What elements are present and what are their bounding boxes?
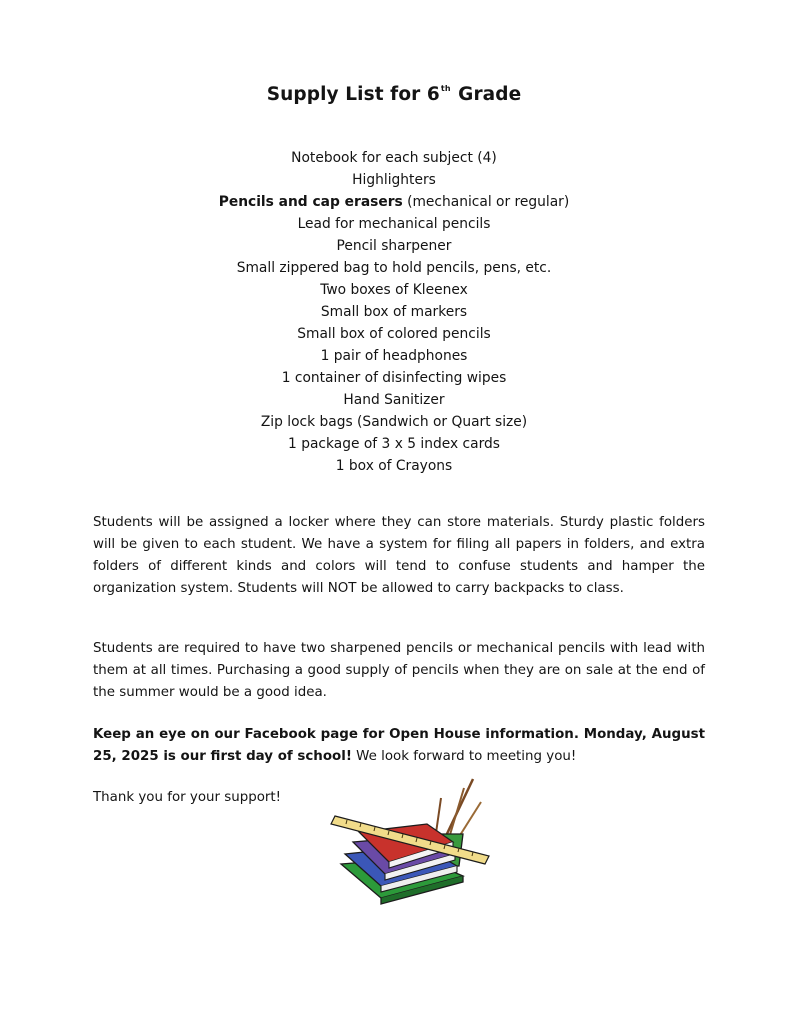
supply-item (0, 279, 788, 301)
paintbrush-short (449, 788, 464, 838)
locker-paragraph: Students will be assigned a locker where they can store materials. Sturdy plastic folders will be given to each student. We have a system for filing all papers in folders, and extra folders of different kinds and colors will tend to confuse students and hamper the organization system. Students will NOT be allowed to carry backpacks to class. (93, 515, 705, 596)
supply-item (0, 191, 788, 213)
supply-item-bold-text: Pencils and cap erasers (218, 194, 403, 210)
supply-item-text: (mechanical or regular) (402, 194, 570, 210)
title-suffix: Grade (451, 84, 522, 105)
open-house-paragraph (93, 724, 705, 768)
supply-item (0, 301, 788, 323)
paintbrush-long (445, 779, 473, 838)
supply-item-text: Lead for mechanical pencils (297, 216, 491, 232)
open-house-bold-text: Keep an eye on our Facebook page for Open House information. Monday, August 25, 2025 is our first day of school! (93, 727, 705, 764)
supply-item (0, 235, 788, 257)
supply-item-text: Zip lock bags (Sandwich or Quart size) (260, 414, 528, 430)
supply-item-text: Small box of markers (320, 304, 468, 320)
supply-item-text: 1 box of Crayons (335, 458, 453, 474)
supply-item-text: Pencil sharpener (336, 238, 452, 254)
closing-text: Thank you for your support! (93, 790, 282, 805)
supply-item (0, 345, 788, 367)
supply-item-text: Highlighters (352, 172, 436, 188)
open-house-rest-text: We look forward to meeting you! (351, 749, 577, 764)
supply-item-text: Two boxes of Kleenex (320, 282, 468, 298)
supply-list (0, 147, 788, 477)
title-superscript: th (440, 83, 451, 93)
supply-item (0, 147, 788, 169)
supply-item (0, 411, 788, 433)
supply-item (0, 323, 788, 345)
books-and-supplies-illustration (323, 776, 493, 916)
supply-item-text: Small zippered bag to hold pencils, pens, etc. (236, 260, 552, 276)
supply-item (0, 169, 788, 191)
pencils-paragraph: Students are required to have two sharpened pencils or mechanical pencils with lead with them at all times. Purchasing a good supply of pencils when they are on sale at the end of the summer would be a good idea. (93, 641, 705, 700)
supply-item-text: 1 package of 3 x 5 index cards (288, 436, 500, 452)
supply-item (0, 257, 788, 279)
supply-item (0, 213, 788, 235)
supply-item-text: Small box of colored pencils (297, 326, 491, 342)
supply-item (0, 455, 788, 477)
supply-item (0, 367, 788, 389)
supply-item (0, 433, 788, 455)
supply-item (0, 389, 788, 411)
supply-item-text: Notebook for each subject (4) (291, 150, 497, 166)
supply-item-text: Hand Sanitizer (343, 392, 445, 408)
supply-item-text: 1 container of disinfecting wipes (281, 370, 507, 386)
title-prefix: Supply List for 6 (266, 84, 440, 105)
supply-item-text: 1 pair of headphones (320, 348, 468, 364)
page-title (0, 84, 788, 105)
